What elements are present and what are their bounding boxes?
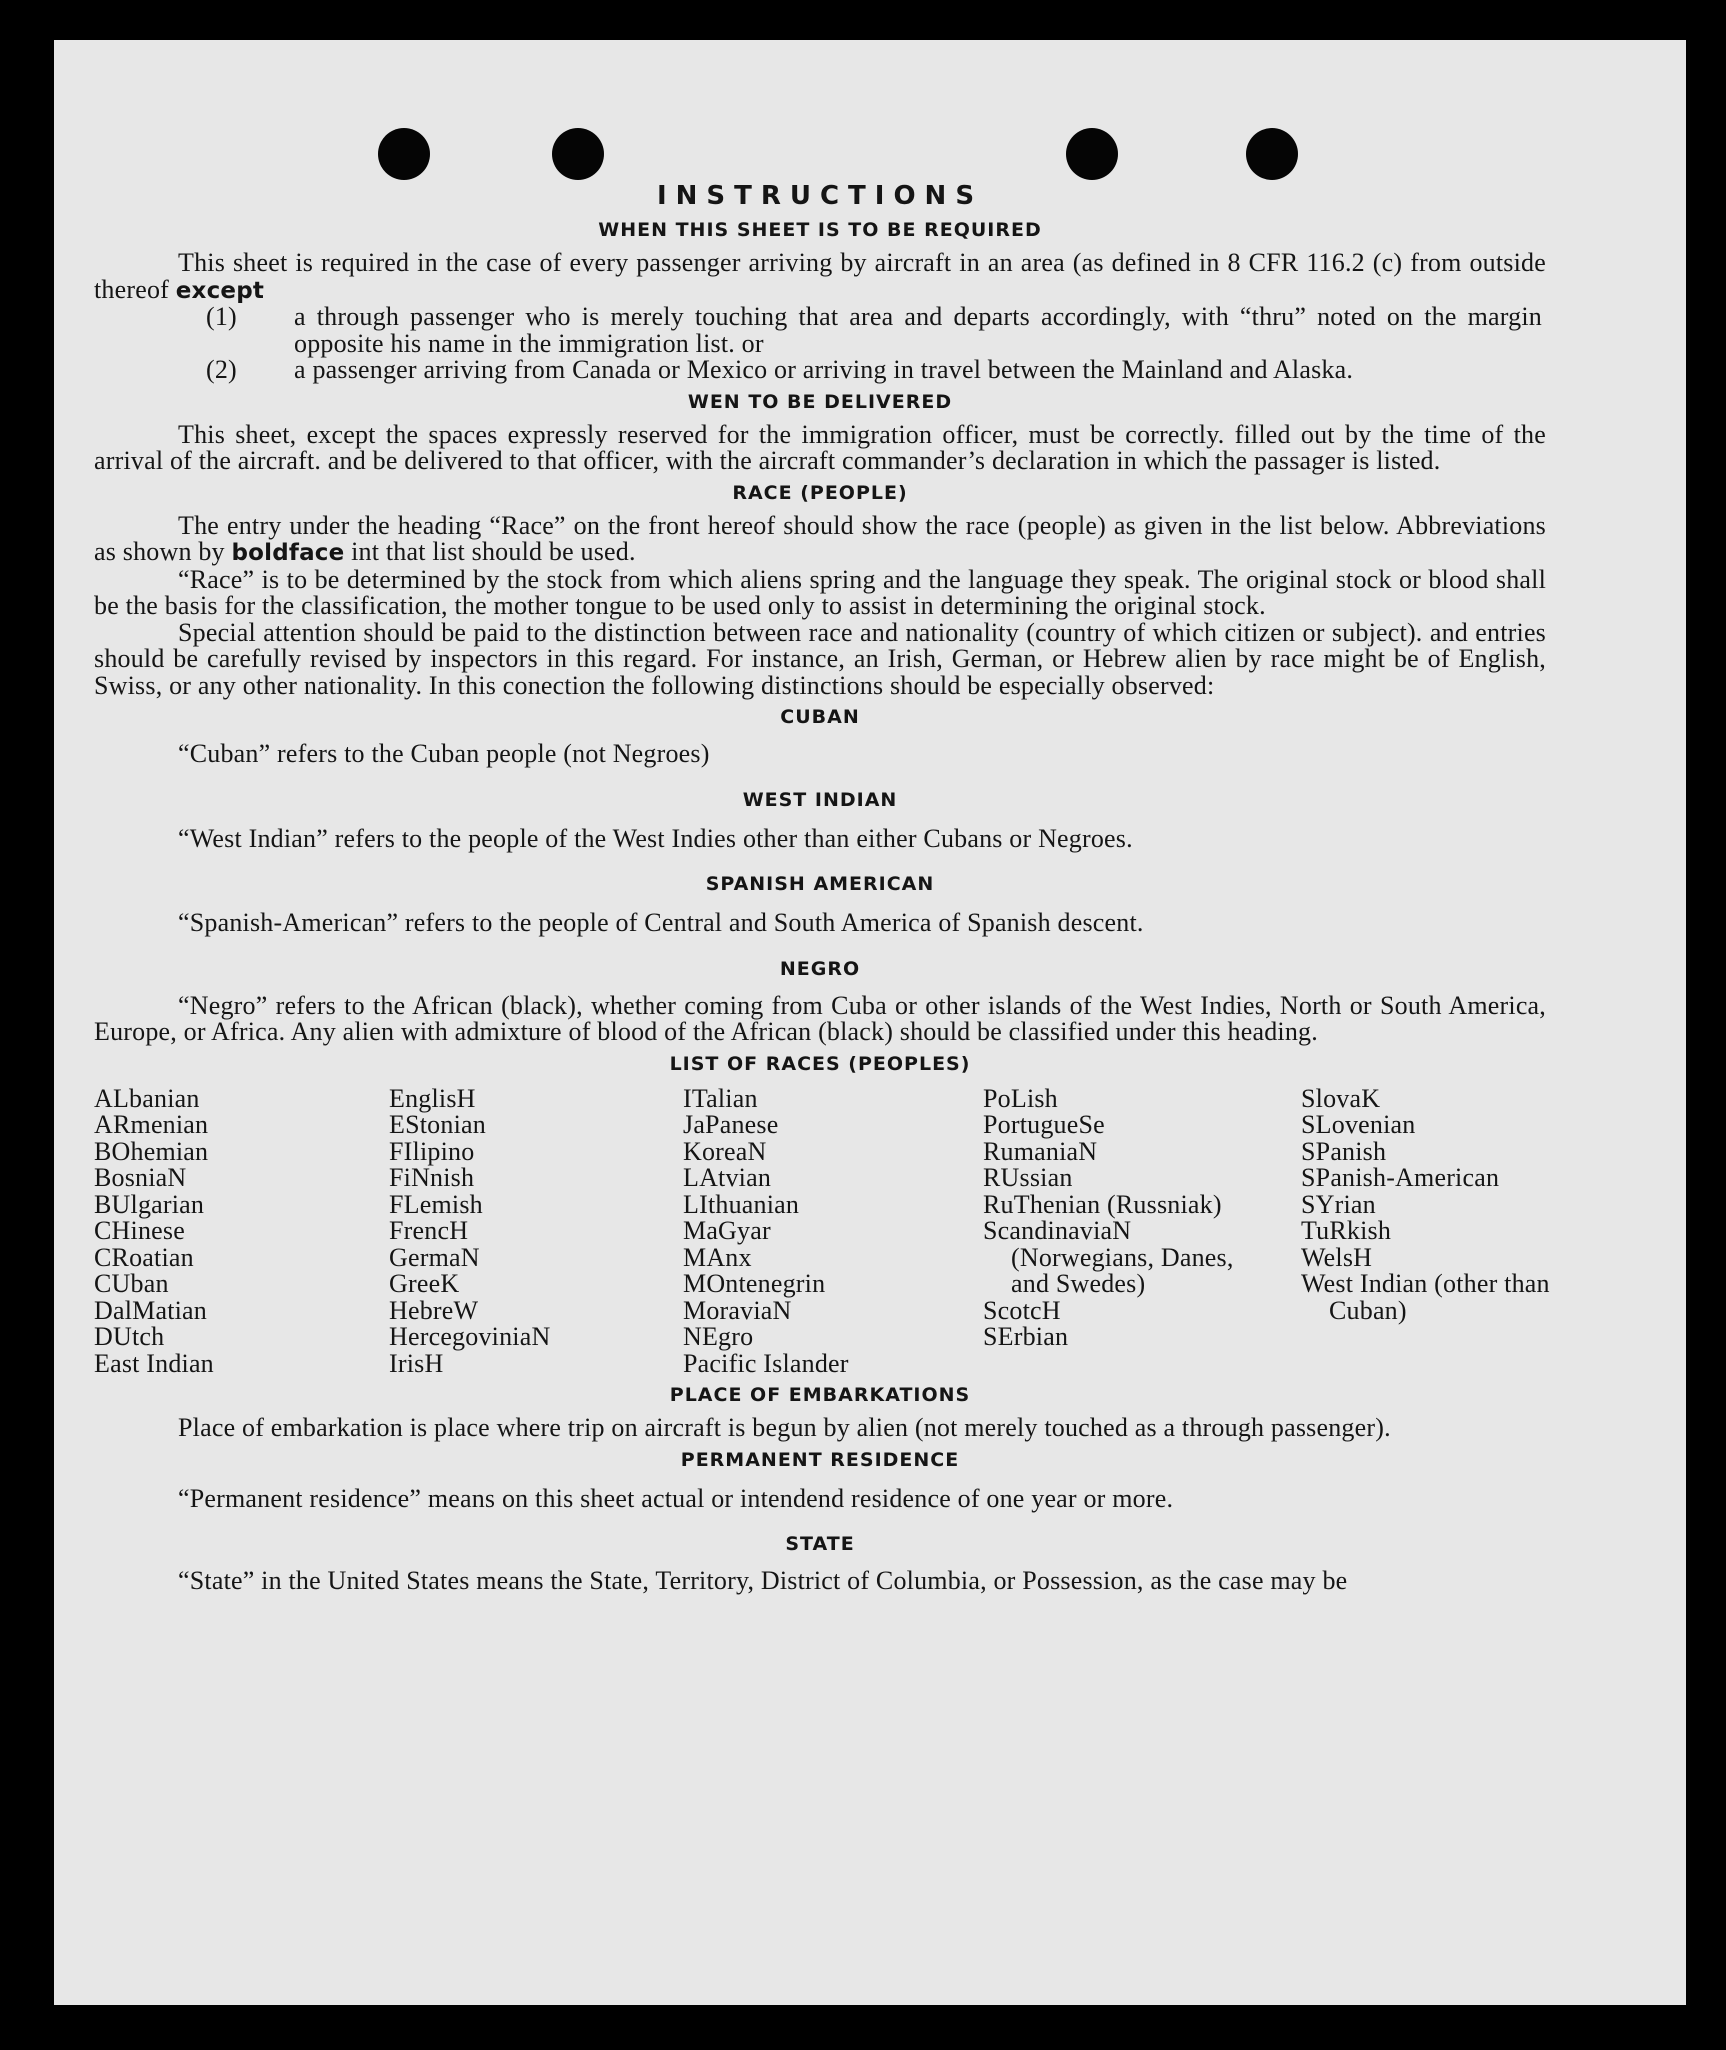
races-column [94,1083,389,1378]
races-column [683,1083,983,1378]
heading-state: STATE [785,1533,855,1555]
spanish-american-text: “Spanish-American” refers to the people of Central and South America of Spanish descent. [178,908,1144,937]
race-entry: PoLish [983,1083,1058,1113]
heading-west-indian: WEST INDIAN [742,788,898,811]
heading-cuban: CUBAN [780,706,860,728]
race-entry: GermaN [389,1242,480,1272]
heading-when-required: WHEN THIS SHEET IS TO BE REQUIRED [598,219,1042,241]
race-entry: HebreW [389,1295,479,1325]
exception-text: a passenger arriving from Canada or Mexico or arriving in travel between the Mainland and Alaska. [294,355,1354,384]
races-table [94,1083,1550,1378]
race-entry: ALbanian [94,1083,200,1113]
heading-embarkation: PLACE OF EMBARKATIONS [669,1384,971,1406]
state-text: “State” in the United States means the State, Territory, District of Columbia, or Possession, as the case may be [178,1566,1348,1595]
instructions-body [94,181,1550,1595]
exception-number: (2) [206,355,237,384]
race-entry: Pacific Islander [683,1348,849,1378]
race-entry: FLemish [389,1189,483,1219]
punch-hole [378,128,430,180]
race-entry: DalMatian [94,1295,207,1325]
race-entry: MaGyar [683,1216,771,1245]
race-entry: EStonian [389,1110,486,1139]
embarkation-text: Place of embarkation is place where trip on aircraft is begun by alien (not merely touched as a through passenger). [178,1413,1391,1442]
race-entry: West Indian (other than Cuban) [1301,1269,1550,1325]
exception-item-2 [94,357,1546,384]
races-column [983,1083,1301,1378]
heading-spanish-american: SPANISH AMERICAN [705,873,935,895]
race-entry: SErbian [983,1322,1069,1351]
race-entry: GreeK [389,1269,460,1298]
race-entry: MOntenegrin [683,1269,826,1298]
race-entry: IrisH [389,1348,444,1378]
race-entry: BosniaN [94,1163,187,1192]
race-entry: CUban [94,1269,169,1298]
west-indian-text: “West Indian” refers to the people of the West Indies other than either Cubans or Negroes. [178,823,1133,853]
exception-number: (1) [206,302,237,331]
race-entry: LAtvian [683,1163,772,1192]
heading-list-of-races: LIST OF RACES (PEOPLES) [669,1052,971,1075]
race-entry: SYrian [1301,1189,1376,1219]
cuban-text: “Cuban” refers to the Cuban people (not Negroes) [178,739,710,768]
when-required-intro-text: This sheet is required in the case of every passenger arriving by aircraft in an area (as defined in 8 CFR 116.2 (c) from outside thereof [94,248,1546,304]
punch-hole [1246,128,1298,180]
heading-race: RACE (PEOPLE) [732,481,908,504]
race-paragraph-2: “Race” is to be determined by the stock from which aliens spring and the language they speak. The original stock or blood shall be the basis for the classification, the mother tongue to be used only to assist in determining the original stock. [94,564,1546,620]
punch-hole [1066,128,1118,180]
race-entry: FIlipino [389,1136,475,1166]
race-entry: SPanish-American [1301,1163,1500,1192]
race-entry: RuThenian (Russniak) [983,1189,1222,1219]
heading-when-delivered: WEN TO BE DELIVERED [687,390,953,413]
race-entry: SLovenian [1301,1110,1416,1139]
race-entry: TuRkish [1301,1216,1392,1245]
race-entry: LIthuanian [683,1189,800,1219]
races-column [389,1083,683,1378]
heading-permanent-residence: PERMANENT RESIDENCE [680,1448,960,1471]
race-entry: ScandinaviaN (Norwegians, Danes, and Swedes) [983,1216,1234,1298]
when-delivered-text: This sheet, except the spaces expressly reserved for the immigration officer, must be correctly. filled out by the time of the arrival of the aircraft. and be delivered to that officer, with the aircraft commander’s declaration in which the passager is listed. [94,419,1546,475]
race-entry: SlovaK [1301,1083,1381,1113]
race-entry: BOhemian [94,1136,209,1166]
race-entry: RumaniaN [983,1136,1098,1166]
when-required-intro [94,250,1546,304]
races-column [1301,1083,1550,1378]
punch-hole [552,128,604,180]
race-entry: FrencH [389,1216,469,1245]
race-entry: BUlgarian [94,1189,205,1219]
race-entry: RUssian [983,1163,1073,1192]
race-entry: EnglisH [389,1083,476,1113]
race-entry: MAnx [683,1242,752,1272]
race-entry: ScotcH [983,1295,1061,1325]
race-entry: JaPanese [683,1110,779,1139]
race-entry: KoreaN [683,1136,767,1166]
race-p1-text: The entry under the heading “Race” on the front hereof should show the race (people) as given in the list below. Abbreviations as shown by [94,510,1546,566]
heading-negro: NEGRO [779,957,861,980]
except-keyword: except [175,277,265,304]
race-paragraph-1 [94,510,1546,567]
race-entry: CHinese [94,1216,185,1245]
race-entry: FiNnish [389,1163,475,1192]
race-entry: CRoatian [94,1242,194,1272]
document-title: INSTRUCTIONS [656,181,984,211]
race-entry: ITalian [683,1083,758,1113]
race-entry: HercegoviniaN [389,1322,551,1351]
race-entry: DUtch [94,1322,165,1351]
race-entry: East Indian [94,1348,214,1378]
exception-item-1 [94,304,1546,357]
race-p1-text-end: int that list should be used. [344,537,636,566]
boldface-keyword: boldface [231,540,345,566]
race-entry: ARmenian [94,1110,209,1139]
race-entry: MoraviaN [683,1295,792,1325]
race-entry: NEgro [683,1322,754,1351]
negro-text: “Negro” refers to the African (black), whether coming from Cuba or other islands of the West Indies, North or South America, Europe, or Africa. Any alien with admixture of blood of the African (black) should be classified under this heading. [94,990,1546,1046]
permanent-residence-text: “Permanent residence” means on this sheet actual or intendend residence of one year or more. [178,1483,1174,1513]
race-entry: PortugueSe [983,1110,1105,1139]
exception-text: a through passenger who is merely touching that area and departs accordingly, with “thru” noted on the margin opposite his name in the immigration list. or [294,302,1542,358]
race-entry: WelsH [1301,1242,1373,1272]
race-paragraph-3: Special attention should be paid to the distinction between race and nationality (country of which citizen or subject). and entries should be carefully revised by inspectors in this regard. For instance, an Irish, German, or Hebrew alien by race might be of English, Swiss, or any other nationality. In this conection the following distinctions should be especially observed: [94,617,1546,700]
race-entry: SPanish [1301,1136,1387,1166]
